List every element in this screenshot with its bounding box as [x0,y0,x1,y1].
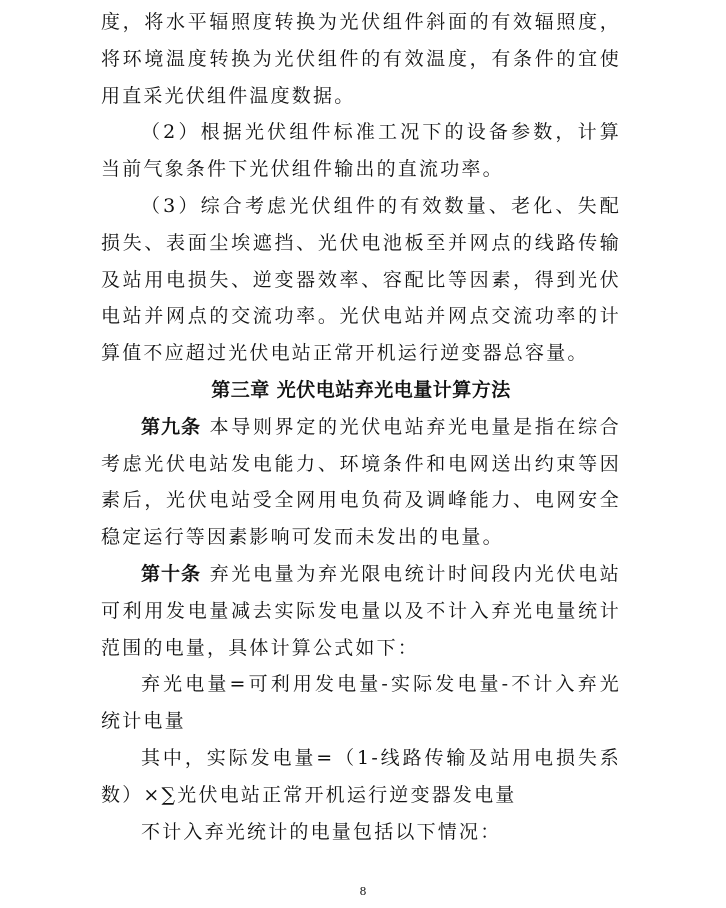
step2-paragraph: （2）根据光伏组件标准工况下的设备参数，计算当前气象条件下光伏组件输出的直流功率。 [101,121,621,181]
page-content [101,4,621,850]
step3-paragraph: （3）综合考虑光伏组件的有效数量、老化、失配损失、表面尘埃遮挡、光伏电池板至并网点的线路传输及站用电损失、逆变器效率、容配比等因素，得到光伏电站并网点的交流功率。光伏电站并网点交流功率的计算值不应超过光伏电站正常开机运行逆变器总容量。 [101,194,621,365]
page-number: 8 [359,885,367,898]
excluded-intro: 不计入弃光统计的电量包括以下情况： [141,820,502,843]
article9-paragraph [101,409,621,556]
chapter-heading: 第三章 光伏电站弃光电量计算方法 [211,378,511,401]
intro-paragraph: 度，将水平辐照度转换为光伏组件斜面的有效辐照度，将环境温度转换为光伏组件的有效温度，有条件的宜使用直采光伏组件温度数据。 [101,11,621,107]
article10-label: 第十条 [141,562,201,585]
article9-text: 本导则界定的光伏电站弃光电量是指在综合考虑光伏电站发电能力、环境条件和电网送出约束等因素后，光伏电站受全网用电负荷及调峰能力、电网安全稳定运行等因素影响可发而未发出的电量。 [101,415,621,549]
curtailment-formula: 弃光电量=可利用发电量-实际发电量-不计入弃光统计电量 [101,673,621,733]
article9-label: 第九条 [141,415,201,438]
article10-paragraph [101,556,621,666]
article10-text: 弃光电量为弃光限电统计时间段内光伏电站可利用发电量减去实际发电量以及不计入弃光电量统计范围的电量，具体计算公式如下： [101,562,621,659]
actual-generation-formula: 其中，实际发电量=（1-线路传输及站用电损失系数）×∑光伏电站正常开机运行逆变器发电量 [101,746,621,806]
